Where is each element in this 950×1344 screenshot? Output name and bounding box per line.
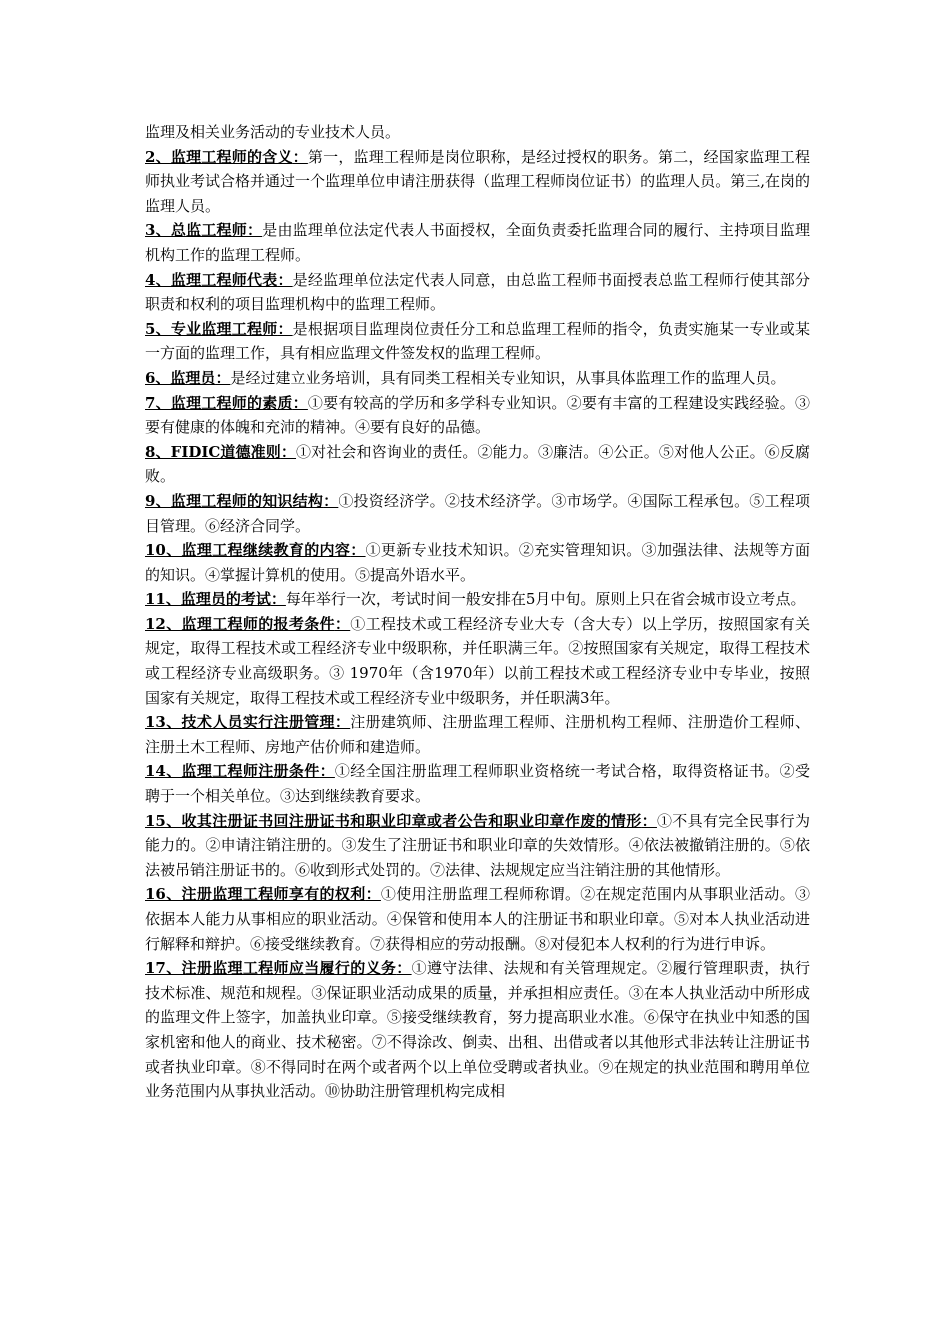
definition-term: 7、监理工程师的素质 [145, 393, 293, 412]
term-separator: ： [334, 614, 351, 633]
definition-item [145, 759, 810, 808]
definition-term: 2、监理工程师的含义 [145, 147, 293, 166]
definition-item [145, 268, 810, 317]
definition-body: 是经过建立业务培训，具有同类工程相关专业知识，从事具体监理工作的监理人员。 [230, 368, 786, 387]
definition-list [145, 145, 810, 1104]
definition-term: 6、监理员 [145, 368, 216, 387]
definition-term: 5、专业监理工程师 [145, 319, 278, 338]
definition-term: 17、注册监理工程师应当履行的义务 [145, 959, 397, 978]
definition-item [145, 391, 810, 440]
definition-item [145, 809, 810, 883]
document-page [145, 120, 810, 1104]
definition-body: ①更新专业技术知识。②充实管理知识。③加强法律、法规等方面的知识。④掌握计算机的使用。⑤提高外语水平。 [145, 541, 810, 584]
definition-item [145, 145, 810, 219]
term-separator: ： [396, 959, 412, 978]
term-separator: ： [292, 147, 308, 166]
term-separator: ： [319, 762, 335, 781]
definition-body: 每年举行一次，考试时间一般安排在5月中旬。原则上只在省会城市设立考点。 [285, 590, 806, 609]
definition-term: 16、注册监理工程师享有的权利 [145, 885, 366, 904]
definition-body: ①对社会和咨询业的责任。②能力。③廉洁。④公正。⑤对他人公正。⑥反腐败。 [145, 442, 810, 486]
term-separator: ： [323, 491, 339, 510]
term-separator: ： [280, 442, 297, 461]
definition-body: ①遵守法律、法规和有关管理规定。②履行管理职责，执行技术标准、规范和规程。③保证职业活动成果的质量，并承担相应责任。③在本人执业活动中所形成的监理文件上签字，加盖执业印章。⑤接受继续教育，努力提高职业水准。⑥保守在执业中知悉的国家机密和他人的商业、技术秘密。⑦不得涂改、倒卖、出租、出借或者以其他形式非法转让注册证书或者执业印章。⑧不得同时在两个或者两个以上单位受聘或者执业。⑨在规定的执业范围和聘用单位业务范围内从事执业活动。⑩协助注册管理机构完成相 [145, 959, 810, 1101]
definition-item [145, 489, 810, 538]
term-separator: ： [247, 221, 263, 240]
definition-item [145, 538, 810, 587]
definition-item [145, 366, 810, 391]
definition-item [145, 317, 810, 366]
term-separator: ： [350, 541, 366, 560]
definition-term: 9、监理工程师的知识结构 [145, 491, 324, 510]
definition-item [145, 218, 810, 267]
definition-item [145, 440, 810, 489]
definition-body: 是根据项目监理岗位责任分工和总监理工程师的指令，负责实施某一专业或某一方面的监理工作，具有相应监理文件签发权的监理工程师。 [145, 319, 810, 363]
definition-term: 8、FIDIC道德准则 [145, 442, 281, 461]
definition-term: 10、监理工程继续教育的内容 [145, 541, 351, 560]
term-separator: ： [641, 811, 657, 830]
term-separator: ： [292, 393, 308, 412]
definition-item [145, 710, 810, 759]
definition-item [145, 882, 810, 956]
definition-body: 是由监理单位法定代表人书面授权，全面负责委托监理合同的履行、主持项目监理机构工作的监理工程师。 [145, 221, 810, 264]
definition-term: 15、收其注册证书回注册证书和职业印章或者公告和职业印章作废的情形 [145, 811, 642, 830]
intro-paragraph: 监理及相关业务活动的专业技术人员。 [145, 123, 401, 141]
definition-body: ①要有较高的学历和多学科专业知识。②要有丰富的工程建设实践经验。③要有健康的体魄和充沛的精神。④要有良好的品德。 [145, 393, 810, 437]
definition-body: ①经全国注册监理工程师职业资格统一考试合格，取得资格证书。②受聘于一个相关单位。③达到继续教育要求。 [145, 762, 810, 806]
definition-item [145, 956, 810, 1104]
term-separator: ： [215, 368, 231, 387]
definition-item [145, 587, 810, 612]
definition-term: 3、总监工程师 [145, 221, 247, 240]
definition-body: ①投资经济学。②技术经济学。③市场学。④国际工程承包。⑤工程项目管理。⑥经济合同学。 [145, 491, 810, 535]
definition-term: 4、监理工程师代表 [145, 270, 278, 289]
definition-body: 注册建筑师、注册监理工程师、注册机构工程师、注册造价工程师、注册土木工程师、房地产估价师和建造师。 [145, 713, 810, 756]
definition-term: 14、监理工程师注册条件 [145, 762, 320, 781]
definition-term: 13、技术人员实行注册管理 [145, 713, 335, 732]
term-separator: ： [270, 590, 286, 609]
definition-body: ①不具有完全民事行为能力的。②申请注销注册的。③发生了注册证书和职业印章的失效情形。④依法被撤销注册的。⑤依法被吊销注册证书的。⑥收到形式处罚的。⑦法律、法规规定应当注销注册的其他情形。 [145, 811, 810, 879]
term-separator: ： [365, 885, 381, 904]
term-separator: ： [277, 270, 293, 289]
term-separator: ： [277, 319, 293, 338]
term-separator: ： [334, 713, 351, 732]
definition-body: ①使用注册监理工程师称谓。②在规定范围内从事职业活动。③依据本人能力从事相应的职业活动。④保管和使用本人的注册证书和职业印章。⑤对本人执业活动进行解释和辩护。⑥接受继续教育。⑦获得相应的劳动报酬。⑧对侵犯本人权利的行为进行申诉。 [145, 885, 810, 953]
definition-body: ①工程技术或工程经济专业大专（含大专）以上学历，按照国家有关规定，取得工程技术或工程经济专业中级职称，并任职满三年。②按照国家有关规定，取得工程技术或工程经济专业高级职务。③ 1970年（含1970年）以前工程技术或工程经济专业中专毕业，按照国家有关规定，取得工程技术或工程经济专业中级职务，并任职满3年。 [145, 614, 810, 707]
definition-term: 12、监理工程师的报考条件 [145, 614, 335, 633]
definition-body: 第一，监理工程师是岗位职称，是经过授权的职务。第二，经国家监理工程师执业考试合格并通过一个监理单位申请注册获得（监理工程师岗位证书）的监理人员。第三,在岗的监理人员。 [145, 147, 810, 215]
definition-body: 是经监理单位法定代表人同意，由总监工程师书面授表总监工程师行使其部分职责和权利的项目监理机构中的监理工程师。 [145, 270, 810, 314]
definition-item [145, 612, 810, 710]
definition-term: 11、监理员的考试 [145, 590, 271, 609]
